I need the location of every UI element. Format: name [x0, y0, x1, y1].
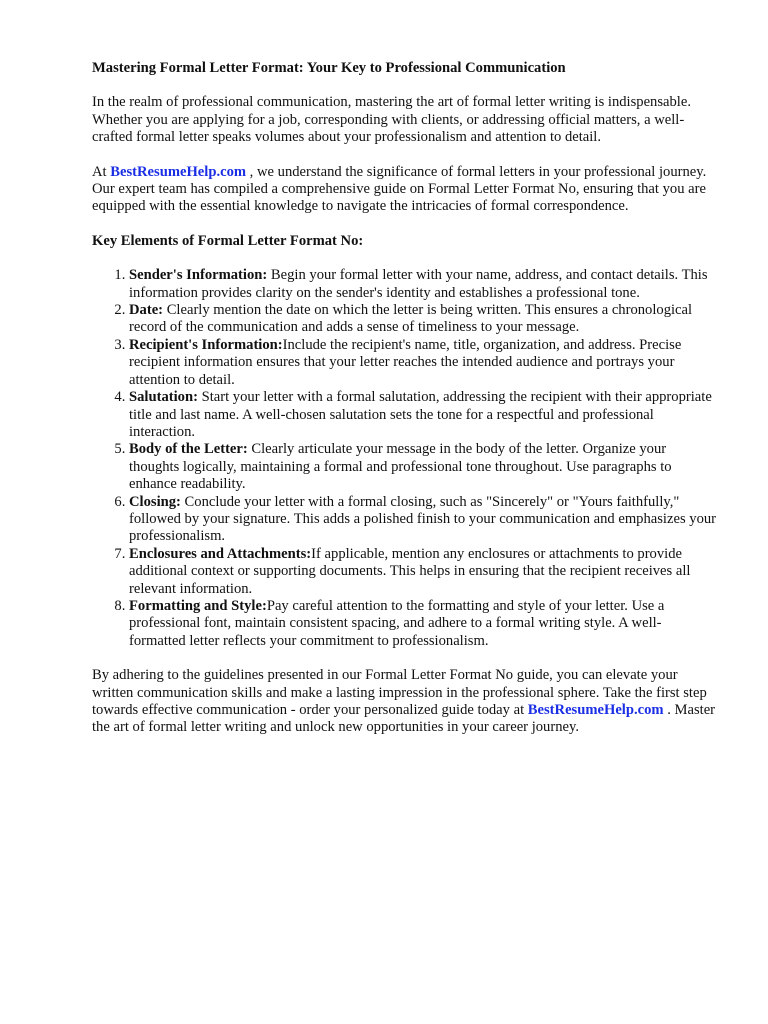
list-item-term: Enclosures and Attachments: — [129, 545, 312, 562]
list-item-term: Salutation: — [129, 389, 198, 406]
list-item-term: Recipient's Information: — [129, 336, 283, 353]
intro-paragraph: In the realm of professional communication, mastering the art of formal letter writing is indispensable. Whether you are applying for a job, corresponding with clients, or addressing official matters, a well-crafted formal letter speaks volumes about your professionalism and attention to detail. — [92, 94, 691, 146]
company-paragraph-prefix: At — [92, 163, 111, 180]
list-item — [129, 389, 718, 441]
list-item — [129, 302, 718, 337]
list-item-text: If applicable, mention any enclosures or attachments to provide additional context or supporting documents. This helps in ensuring that the recipient receives all relevant information. — [129, 545, 691, 597]
list-item-text: Start your letter with a formal salutation, addressing the recipient with their appropriate title and last name. A well-chosen salutation sets the tone for a respectful and professional interaction. — [129, 389, 712, 440]
company-link[interactable]: BestResumeHelp.com — [110, 163, 247, 180]
closing-paragraph-prefix: By adhering to the guidelines presented in our Formal Letter Format No guide, you can elevate your written communication skills and make a lasting impression in the professional sphere. Take the first step towards effective communication - order your personalized guide today at — [92, 667, 707, 718]
list-item-text: Include the recipient's name, title, organization, and address. Precise recipient information ensures that your letter reaches the intended audience and portrays your attention to detail. — [129, 336, 682, 388]
list-item-term: Date: — [129, 302, 164, 319]
company-paragraph-suffix: , we understand the significance of formal letters in your professional journey. Our expert team has compiled a comprehensive guide on Formal Letter Format No, ensuring that you are equipped with the essential knowledge to navigate the intricacies of formal correspondence. — [92, 163, 707, 215]
list-item-text: Conclude your letter with a formal closing, such as "Sincerely" or "Yours faithfully," followed by your signature. This adds a polished finish to your communication and emphasizes your professionalism. — [129, 493, 717, 545]
document-title: Mastering Formal Letter Format: Your Key to Professional Communication — [92, 60, 566, 76]
document-page — [92, 60, 718, 754]
closing-paragraph — [92, 667, 718, 737]
key-elements-heading: Key Elements of Formal Letter Format No: — [92, 232, 364, 249]
key-elements-list — [92, 267, 718, 650]
list-item-term: Body of the Letter: — [129, 441, 248, 458]
list-item-term: Sender's Information: — [129, 267, 268, 284]
list-item — [129, 337, 718, 389]
closing-company-link[interactable]: BestResumeHelp.com — [527, 702, 664, 718]
company-paragraph — [92, 164, 718, 216]
list-item — [129, 494, 718, 546]
list-item-text: Clearly articulate your message in the body of the letter. Organize your thoughts logically, maintaining a formal and professional tone throughout. Use paragraphs to enhance readability. — [129, 441, 672, 493]
list-item-term: Formatting and Style: — [129, 597, 267, 614]
list-item — [129, 598, 718, 650]
list-item-text: Begin your formal letter with your name, address, and contact details. This information provides clarity on the sender's identity and establishes a professional tone. — [129, 267, 708, 301]
list-item — [129, 546, 718, 598]
list-item-term: Closing: — [129, 493, 181, 510]
closing-paragraph-suffix: . Master the art of formal letter writing and unlock new opportunities in your career journey. — [92, 702, 716, 736]
list-item-text: Pay careful attention to the formatting and style of your letter. Use a professional font, maintain consistent spacing, and adhere to a formal writing style. A well-formatted letter reflects your commitment to professionalism. — [129, 597, 665, 649]
list-item-text: Clearly mention the date on which the letter is being written. This ensures a chronological record of the communication and adds a sense of timeliness to your message. — [129, 302, 693, 336]
list-item — [129, 267, 718, 302]
list-item — [129, 441, 718, 493]
